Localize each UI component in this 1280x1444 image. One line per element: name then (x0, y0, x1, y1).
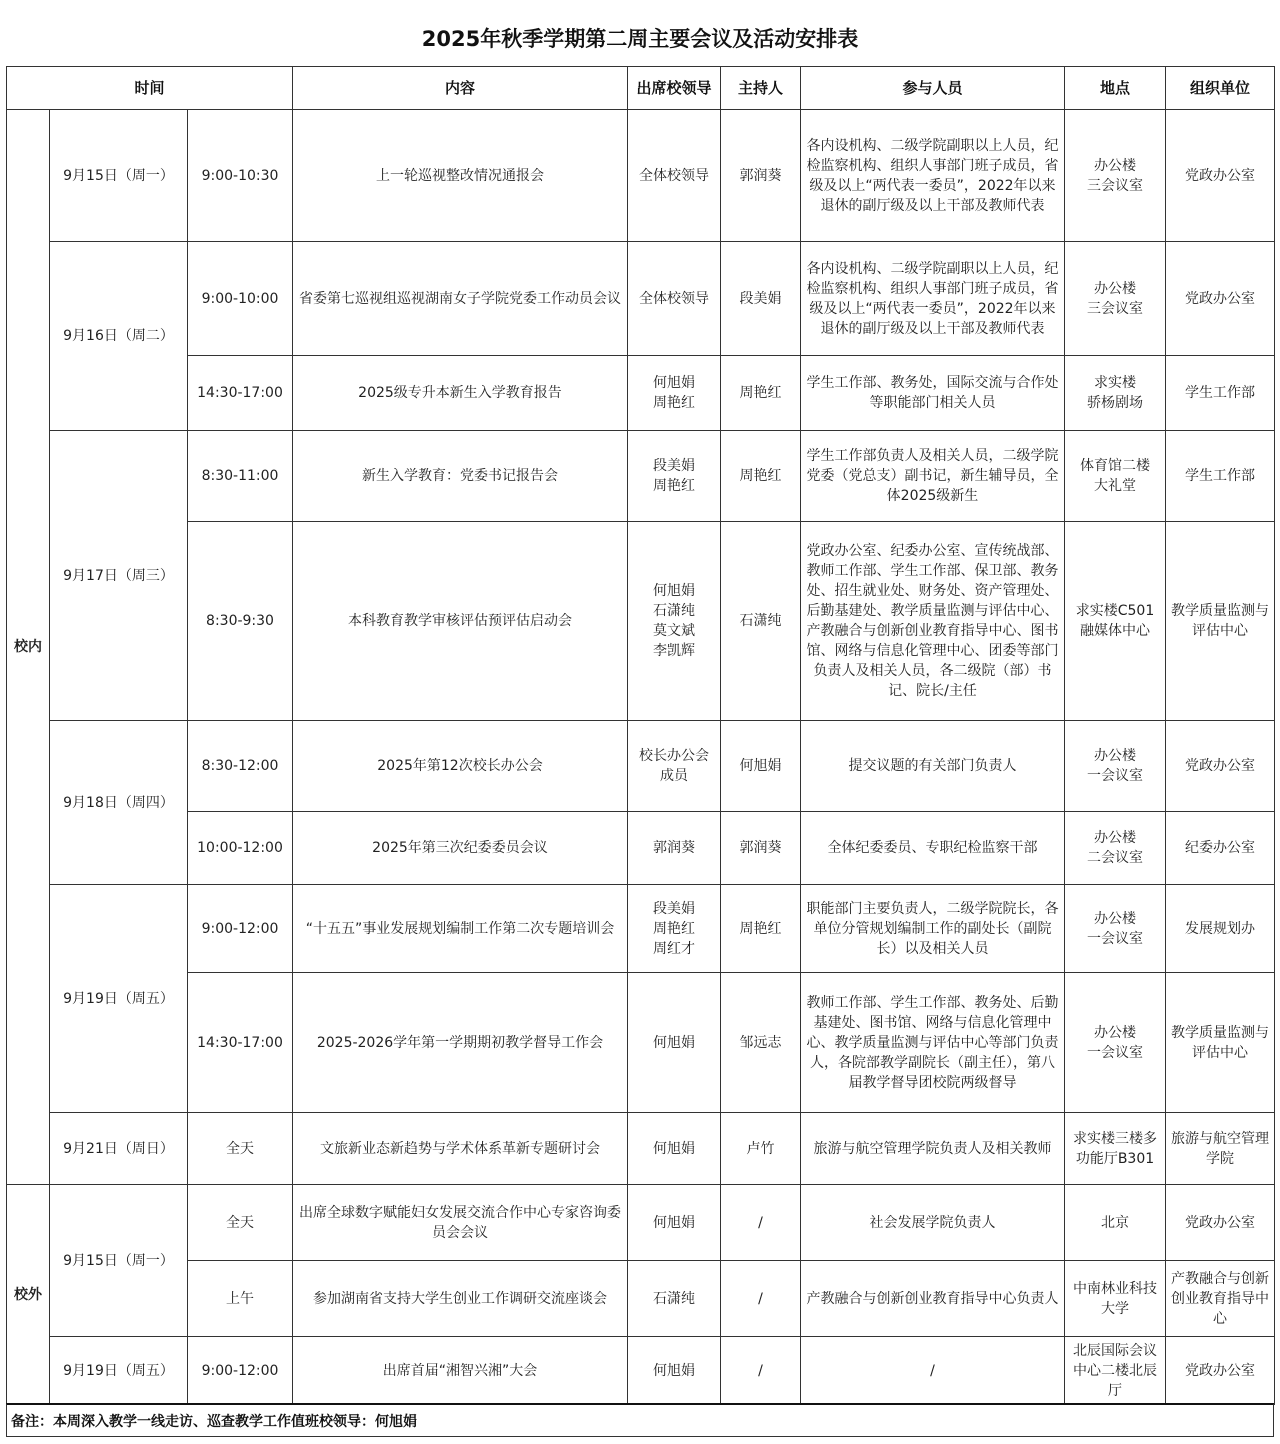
header-row (7, 67, 1275, 110)
location-cell: 北京 (1065, 1185, 1166, 1261)
participants-cell: 职能部门主要负责人，二级学院院长，各单位分管规划编制工作的副处长（副院长）以及相关人员 (801, 885, 1065, 973)
time-cell: 8:30-9:30 (188, 522, 293, 721)
location-cell: 求实楼C501融媒体中心 (1065, 522, 1166, 721)
time-cell: 全天 (188, 1185, 293, 1261)
participants-cell: / (801, 1337, 1065, 1405)
participants-cell: 学生工作部、教务处，国际交流与合作处等职能部门相关人员 (801, 356, 1065, 431)
content-cell: 省委第七巡视组巡视湖南女子学院党委工作动员会议 (293, 242, 628, 356)
content-cell: 新生入学教育：党委书记报告会 (293, 431, 628, 522)
content-cell: 上一轮巡视整改情况通报会 (293, 110, 628, 242)
table-row (7, 356, 1275, 431)
host-cell: 段美娟 (721, 242, 801, 356)
location-cell: 办公楼 一会议室 (1065, 973, 1166, 1113)
header-leader: 出席校领导 (628, 67, 721, 110)
content-cell: 2025-2026学年第一学期期初教学督导工作会 (293, 973, 628, 1113)
header-content: 内容 (293, 67, 628, 110)
leader-cell: 何旭娟 (628, 1185, 721, 1261)
area-label-inside: 校内 (7, 110, 50, 1185)
leader-cell: 何旭娟 石潇纯 莫文斌 李凯辉 (628, 522, 721, 721)
participants-cell: 教师工作部、学生工作部、教务处、后勤基建处、图书馆、网络与信息化管理中心、教学质量监测与评估中心等部门负责人，各院部教学副院长（副主任），第八届教学督导团校院两级督导 (801, 973, 1065, 1113)
time-cell: 10:00-12:00 (188, 812, 293, 885)
leader-cell: 全体校领导 (628, 110, 721, 242)
table-row (7, 1261, 1275, 1337)
host-cell: 周艳红 (721, 885, 801, 973)
organizer-cell: 纪委办公室 (1166, 812, 1275, 885)
header-organizer: 组织单位 (1166, 67, 1275, 110)
leader-cell: 全体校领导 (628, 242, 721, 356)
content-cell: 参加湖南省支持大学生创业工作调研交流座谈会 (293, 1261, 628, 1337)
page-title: 2025年秋季学期第二周主要会议及活动安排表 (421, 27, 859, 51)
participants-cell: 党政办公室、纪委办公室、宣传统战部、教师工作部、学生工作部、保卫部、教务处、招生就业处、财务处、资产管理处、后勤基建处、教学质量监测与评估中心、产教融合与创新创业教育指导中心、图书馆、网络与信息化管理中心、团委等部门负责人及相关人员，各二级院（部）书记、院长/主任 (801, 522, 1065, 721)
time-cell: 14:30-17:00 (188, 973, 293, 1113)
table-row (7, 812, 1275, 885)
date-cell: 9月17日（周三） (50, 431, 188, 721)
time-cell: 14:30-17:00 (188, 356, 293, 431)
host-cell: 何旭娟 (721, 721, 801, 812)
organizer-cell: 教学质量监测与评估中心 (1166, 973, 1275, 1113)
participants-cell: 各内设机构、二级学院副职以上人员，纪检监察机构、组织人事部门班子成员，省级及以上“两代表一委员”，2022年以来退休的副厅级及以上干部及教师代表 (801, 242, 1065, 356)
location-cell: 办公楼 三会议室 (1065, 242, 1166, 356)
host-cell: 石潇纯 (721, 522, 801, 721)
host-cell: 周艳红 (721, 356, 801, 431)
table-row (7, 1185, 1275, 1261)
location-cell: 体育馆二楼 大礼堂 (1065, 431, 1166, 522)
date-cell: 9月15日（周一） (50, 110, 188, 242)
leader-cell: 段美娟 周艳红 周红才 (628, 885, 721, 973)
organizer-cell: 党政办公室 (1166, 110, 1275, 242)
date-cell: 9月19日（周五） (50, 1337, 188, 1405)
date-cell: 9月16日（周二） (50, 242, 188, 431)
leader-cell: 石潇纯 (628, 1261, 721, 1337)
participants-cell: 学生工作部负责人及相关人员，二级学院党委（党总支）副书记，新生辅导员，全体2025级新生 (801, 431, 1065, 522)
host-cell: 郭润葵 (721, 812, 801, 885)
content-cell: 本科教育教学审核评估预评估启动会 (293, 522, 628, 721)
time-cell: 8:30-11:00 (188, 431, 293, 522)
organizer-cell: 学生工作部 (1166, 431, 1275, 522)
host-cell: / (721, 1185, 801, 1261)
date-cell: 9月15日（周一） (50, 1185, 188, 1337)
table-row (7, 973, 1275, 1113)
organizer-cell: 旅游与航空管理学院 (1166, 1113, 1275, 1185)
location-cell: 办公楼 一会议室 (1065, 885, 1166, 973)
location-cell: 办公楼 一会议室 (1065, 721, 1166, 812)
content-cell: “十五五”事业发展规划编制工作第二次专题培训会 (293, 885, 628, 973)
table-row (7, 885, 1275, 973)
table-row (7, 431, 1275, 522)
content-cell: 出席首届“湘智兴湘”大会 (293, 1337, 628, 1405)
time-cell: 9:00-12:00 (188, 885, 293, 973)
content-cell: 2025年第三次纪委委员会议 (293, 812, 628, 885)
leader-cell: 何旭娟 (628, 1113, 721, 1185)
host-cell: 周艳红 (721, 431, 801, 522)
content-cell: 2025级专升本新生入学教育报告 (293, 356, 628, 431)
leader-cell: 校长办公会成员 (628, 721, 721, 812)
schedule-table (6, 66, 1275, 1405)
participants-cell: 提交议题的有关部门负责人 (801, 721, 1065, 812)
table-row (7, 242, 1275, 356)
location-cell: 北辰国际会议中心二楼北辰厅 (1065, 1337, 1166, 1405)
leader-cell: 何旭娟 周艳红 (628, 356, 721, 431)
organizer-cell: 党政办公室 (1166, 1185, 1275, 1261)
time-cell: 上午 (188, 1261, 293, 1337)
table-row (7, 1337, 1275, 1405)
time-cell: 全天 (188, 1113, 293, 1185)
table-row (7, 1113, 1275, 1185)
time-cell: 9:00-10:30 (188, 110, 293, 242)
location-cell: 求实楼三楼多功能厅B301 (1065, 1113, 1166, 1185)
participants-cell: 全体纪委委员、专职纪检监察干部 (801, 812, 1065, 885)
time-cell: 8:30-12:00 (188, 721, 293, 812)
table-row (7, 721, 1275, 812)
organizer-cell: 教学质量监测与评估中心 (1166, 522, 1275, 721)
host-cell: / (721, 1261, 801, 1337)
organizer-cell: 党政办公室 (1166, 721, 1275, 812)
date-cell: 9月18日（周四） (50, 721, 188, 885)
table-row (7, 522, 1275, 721)
area-label-outside: 校外 (7, 1185, 50, 1405)
location-cell: 中南林业科技大学 (1065, 1261, 1166, 1337)
leader-cell: 段美娟 周艳红 (628, 431, 721, 522)
host-cell: / (721, 1337, 801, 1405)
location-cell: 求实楼 骄杨剧场 (1065, 356, 1166, 431)
location-cell: 办公楼 三会议室 (1065, 110, 1166, 242)
time-cell: 9:00-12:00 (188, 1337, 293, 1405)
header-host: 主持人 (721, 67, 801, 110)
date-cell: 9月21日（周日） (50, 1113, 188, 1185)
leader-cell: 何旭娟 (628, 973, 721, 1113)
header-participants: 参与人员 (801, 67, 1065, 110)
organizer-cell: 党政办公室 (1166, 242, 1275, 356)
content-cell: 2025年第12次校长办公会 (293, 721, 628, 812)
organizer-cell: 发展规划办 (1166, 885, 1275, 973)
content-cell: 出席全球数字赋能妇女发展交流合作中心专家咨询委员会会议 (293, 1185, 628, 1261)
participants-cell: 产教融合与创新创业教育指导中心负责人 (801, 1261, 1065, 1337)
footer-note: 备注：本周深入教学一线走访、巡查教学工作值班校领导：何旭娟 (6, 1403, 1274, 1437)
leader-cell: 郭润葵 (628, 812, 721, 885)
participants-cell: 各内设机构、二级学院副职以上人员，纪检监察机构、组织人事部门班子成员，省级及以上“两代表一委员”，2022年以来退休的副厅级及以上干部及教师代表 (801, 110, 1065, 242)
participants-cell: 旅游与航空管理学院负责人及相关教师 (801, 1113, 1065, 1185)
header-time: 时间 (7, 67, 293, 110)
host-cell: 卢竹 (721, 1113, 801, 1185)
content-cell: 文旅新业态新趋势与学术体系革新专题研讨会 (293, 1113, 628, 1185)
time-cell: 9:00-10:00 (188, 242, 293, 356)
organizer-cell: 产教融合与创新创业教育指导中心 (1166, 1261, 1275, 1337)
organizer-cell: 学生工作部 (1166, 356, 1275, 431)
host-cell: 郭润葵 (721, 110, 801, 242)
table-row (7, 110, 1275, 242)
date-cell: 9月19日（周五） (50, 885, 188, 1113)
host-cell: 邹远志 (721, 973, 801, 1113)
location-cell: 办公楼 二会议室 (1065, 812, 1166, 885)
header-location: 地点 (1065, 67, 1166, 110)
organizer-cell: 党政办公室 (1166, 1337, 1275, 1405)
leader-cell: 何旭娟 (628, 1337, 721, 1405)
participants-cell: 社会发展学院负责人 (801, 1185, 1065, 1261)
